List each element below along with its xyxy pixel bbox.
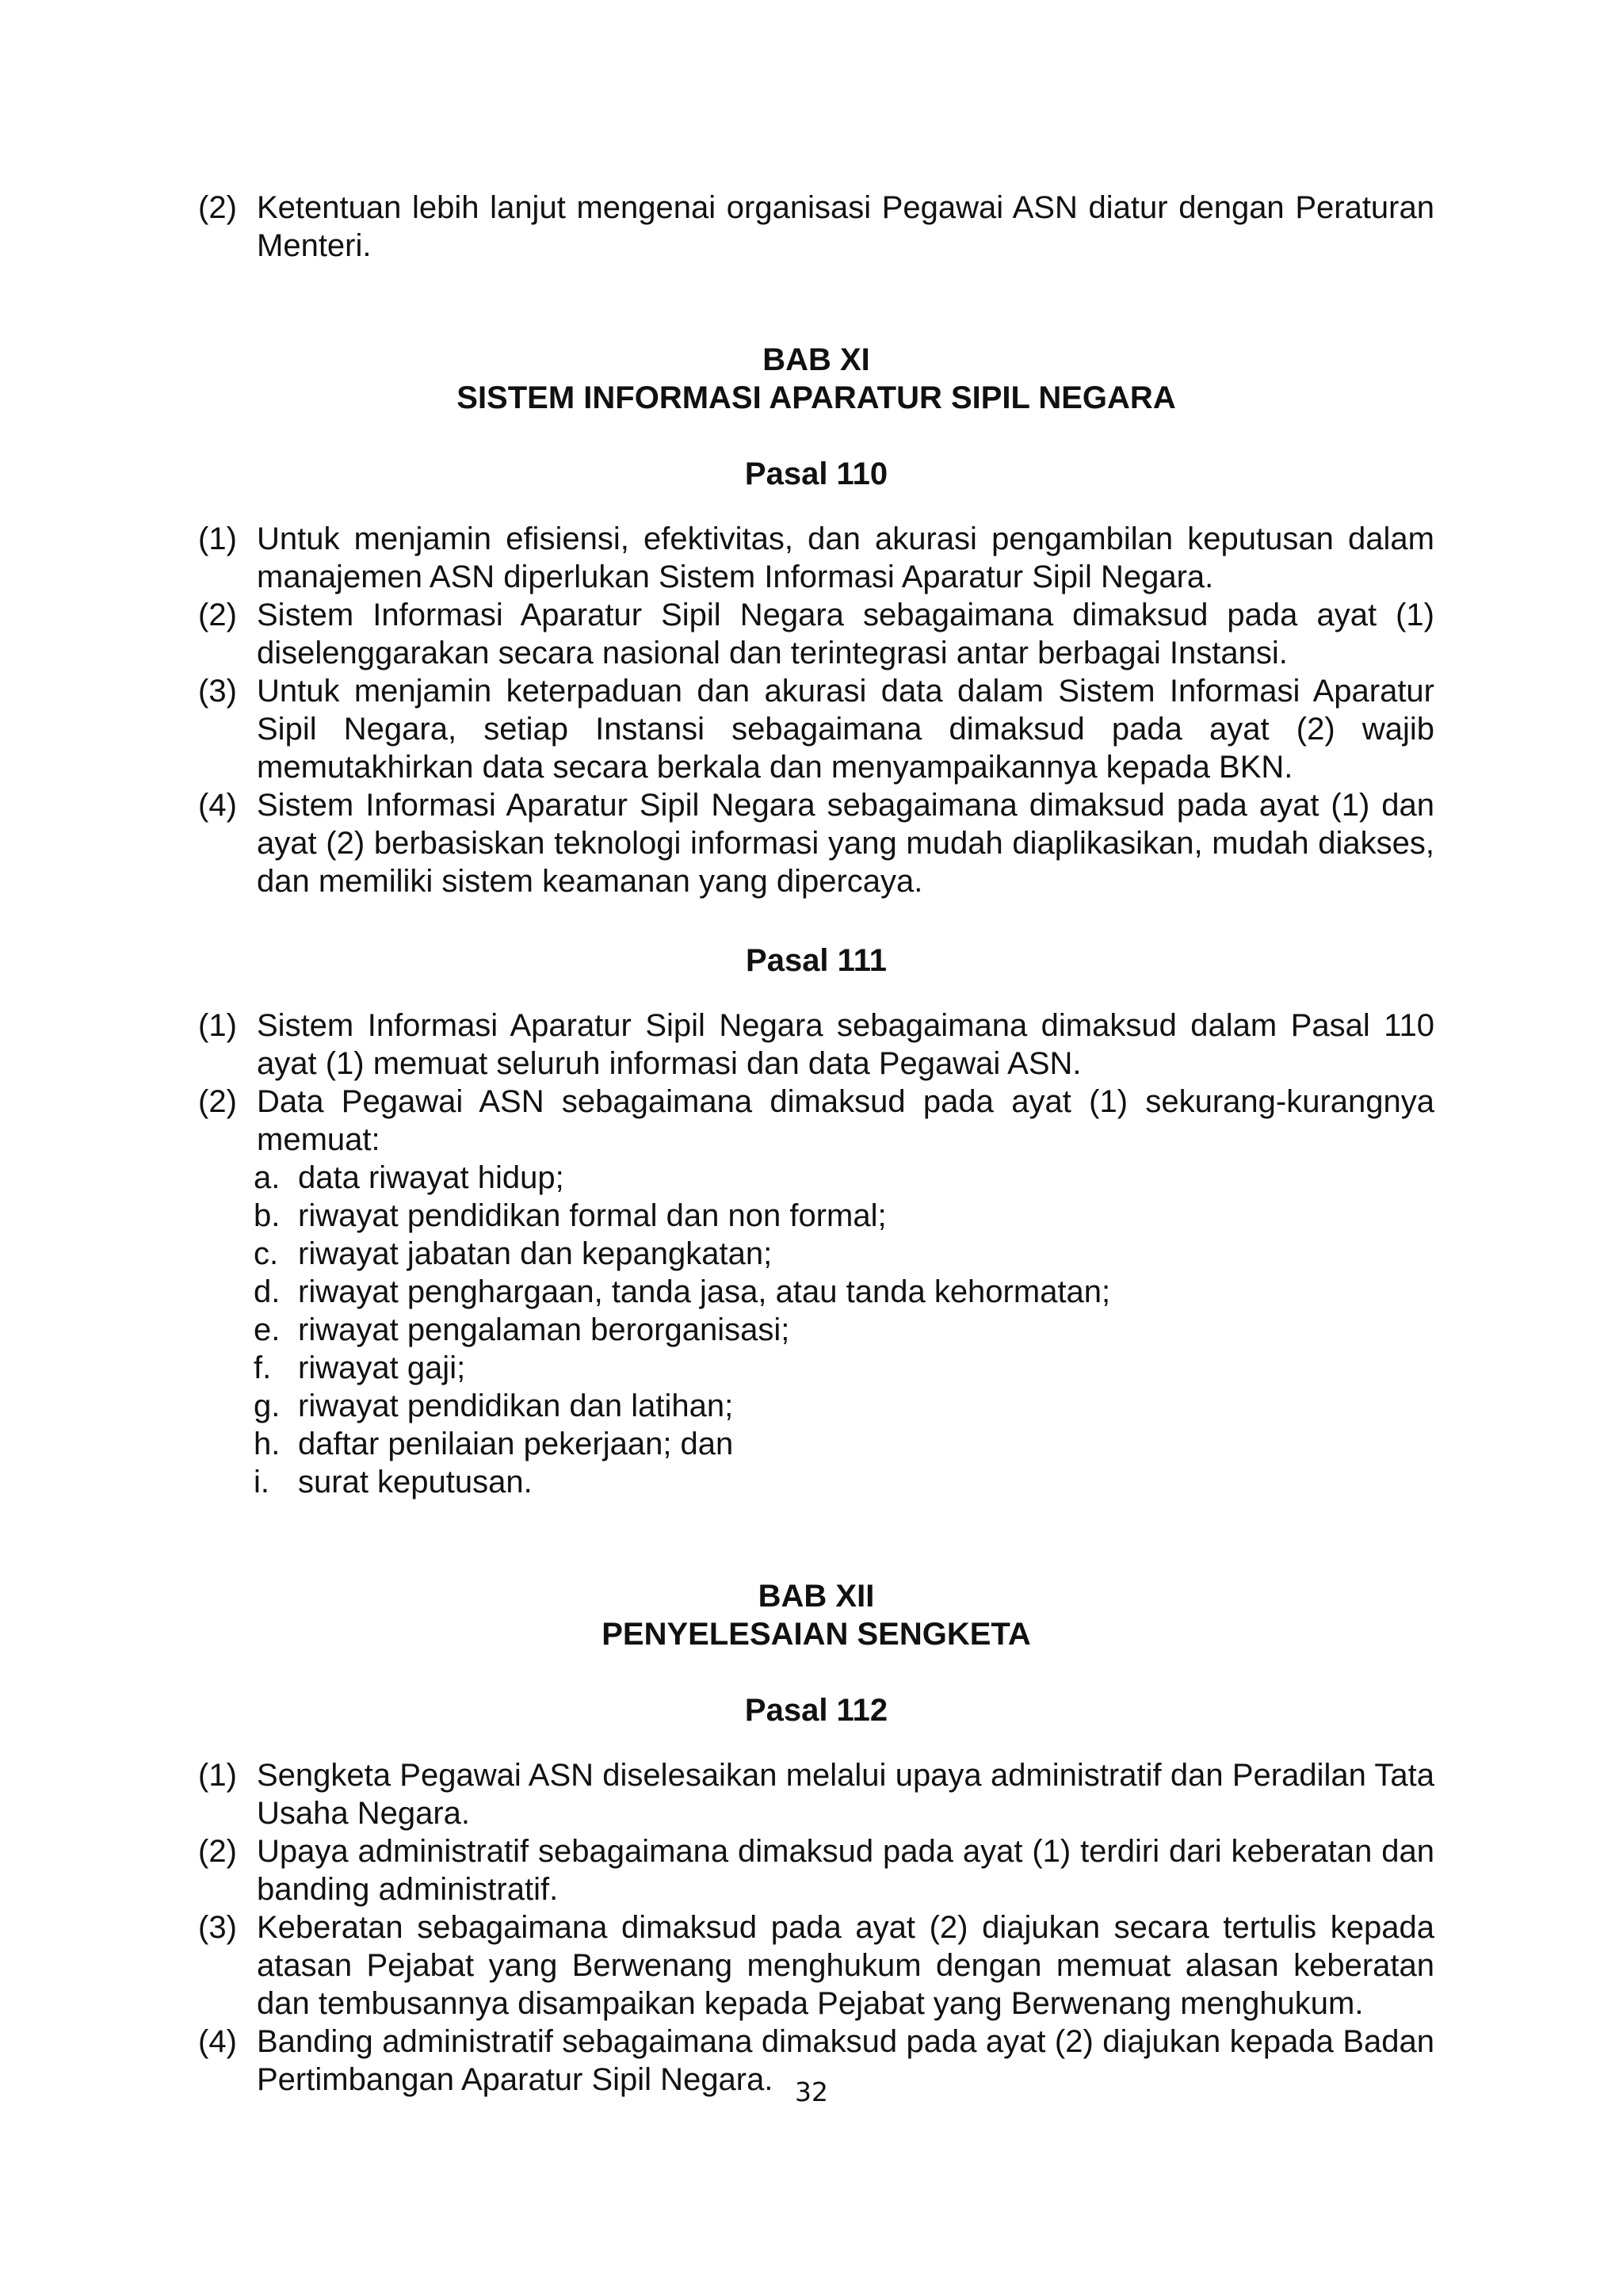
paragraph-number: (1) [198, 1758, 237, 1793]
list-marker: i. [254, 1465, 269, 1499]
list-text: data riwayat hidup; [298, 1160, 564, 1195]
paragraph [198, 1908, 1434, 2023]
chapter-title: BAB XI [762, 342, 870, 377]
paragraph [198, 1007, 1434, 1083]
article-111-body [198, 1007, 1434, 1501]
intro-paragraph [198, 189, 1434, 265]
list-item [254, 1235, 1434, 1273]
paragraph [198, 520, 1434, 596]
paragraph-text: Sistem Informasi Aparatur Sipil Negara sebagaimana dimaksud pada ayat (1) diselenggarakan secara nasional dan terintegrasi antar berbagai Instansi. [257, 598, 1434, 670]
article-title: Pasal 112 [744, 1693, 888, 1728]
paragraph-text: Banding administratif sebagaimana dimaksud pada ayat (2) diajukan kepada Badan Pertimbangan Aparatur Sipil Negara. [257, 2024, 1434, 2097]
paragraph-text: Untuk menjamin efisiensi, efektivitas, dan akurasi pengambilan keputusan dalam manajemen ASN diperlukan Sistem Informasi Aparatur Sipil Negara. [257, 521, 1434, 594]
list-item [254, 1463, 1434, 1501]
paragraph-text: Keberatan sebagaimana dimaksud pada ayat (2) diajukan secara tertulis kepada atasan Pejabat yang Berwenang menghukum dengan memuat alasan keberatan dan tembusannya disampaikan kepada Pejabat yang Berwenang menghukum. [257, 1910, 1434, 2021]
list-item [254, 1425, 1434, 1463]
page-number: 32 [795, 2076, 828, 2107]
list-text: riwayat pendidikan dan latihan; [298, 1389, 734, 1423]
paragraph-number: (3) [198, 674, 237, 709]
paragraph-number: (2) [198, 598, 237, 632]
data-list [254, 1159, 1434, 1501]
chapter-title: BAB XII [758, 1579, 875, 1614]
chapter-subtitle: SISTEM INFORMASI APARATUR SIPIL NEGARA [456, 380, 1176, 415]
list-item [254, 1273, 1434, 1311]
list-text: riwayat pengalaman berorganisasi; [298, 1312, 790, 1347]
list-text: riwayat pendidikan formal dan non formal; [298, 1198, 887, 1233]
paragraph-number: (3) [198, 1910, 237, 1945]
paragraph-text: Sistem Informasi Aparatur Sipil Negara sebagaimana dimaksud pada ayat (1) dan ayat (2) berbasiskan teknologi informasi yang mudah diaplikasikan, mudah diakses, dan memiliki sistem keamanan yang dipercaya. [257, 788, 1434, 899]
paragraph-number: (4) [198, 2024, 237, 2059]
paragraph-text: Sengketa Pegawai ASN diselesaikan melalui upaya administratif dan Peradilan Tata Usaha Negara. [257, 1758, 1434, 1831]
list-marker: d. [254, 1274, 281, 1309]
document-page [198, 189, 1434, 2099]
paragraph-number: (2) [198, 190, 237, 225]
article-112-body [198, 1756, 1434, 2099]
paragraph [198, 1083, 1434, 1159]
list-text: surat keputusan. [298, 1465, 533, 1499]
paragraph-number: (4) [198, 788, 237, 823]
paragraph [198, 1832, 1434, 1908]
chapter-subtitle: PENYELESAIAN SENGKETA [601, 1617, 1031, 1652]
article-title: Pasal 110 [744, 457, 888, 491]
list-marker: c. [254, 1236, 279, 1271]
list-item [254, 1159, 1434, 1197]
list-text: riwayat penghargaan, tanda jasa, atau tanda kehormatan; [298, 1274, 1111, 1309]
paragraph-number: (2) [198, 1084, 237, 1119]
list-item [254, 1197, 1434, 1235]
paragraph-number: (1) [198, 521, 237, 556]
paragraph-text: Ketentuan lebih lanjut mengenai organisasi Pegawai ASN diatur dengan Peraturan Menteri. [257, 190, 1434, 263]
list-item [254, 1387, 1434, 1425]
article-110-body [198, 520, 1434, 900]
list-marker: b. [254, 1198, 281, 1233]
paragraph-text: Untuk menjamin keterpaduan dan akurasi data dalam Sistem Informasi Aparatur Sipil Negara, setiap Instansi sebagaimana dimaksud pada ayat (2) wajib memutakhirkan data secara berkala dan menyampaikannya kepada BKN. [257, 674, 1434, 785]
list-text: riwayat gaji; [298, 1350, 466, 1385]
paragraph-number: (2) [198, 1834, 237, 1869]
paragraph [198, 596, 1434, 672]
paragraph-text: Upaya administratif sebagaimana dimaksud pada ayat (1) terdiri dari keberatan dan banding administratif. [257, 1834, 1434, 1907]
article-title: Pasal 111 [746, 943, 887, 978]
paragraph [198, 672, 1434, 786]
list-marker: h. [254, 1427, 281, 1461]
paragraph-text: Sistem Informasi Aparatur Sipil Negara sebagaimana dimaksud dalam Pasal 110 ayat (1) memuat seluruh informasi dan data Pegawai ASN. [257, 1008, 1434, 1081]
list-marker: e. [254, 1312, 281, 1347]
list-item [254, 1349, 1434, 1387]
paragraph-text: Data Pegawai ASN sebagaimana dimaksud pada ayat (1) sekurang-kurangnya memuat: [257, 1084, 1434, 1157]
list-text: riwayat jabatan dan kepangkatan; [298, 1236, 773, 1271]
paragraph [198, 1756, 1434, 1832]
list-item [254, 1311, 1434, 1349]
paragraph [198, 786, 1434, 900]
list-marker: a. [254, 1160, 281, 1195]
list-marker: f. [254, 1350, 272, 1385]
list-marker: g. [254, 1389, 281, 1423]
paragraph-number: (1) [198, 1008, 237, 1043]
list-text: daftar penilaian pekerjaan; dan [298, 1427, 734, 1461]
